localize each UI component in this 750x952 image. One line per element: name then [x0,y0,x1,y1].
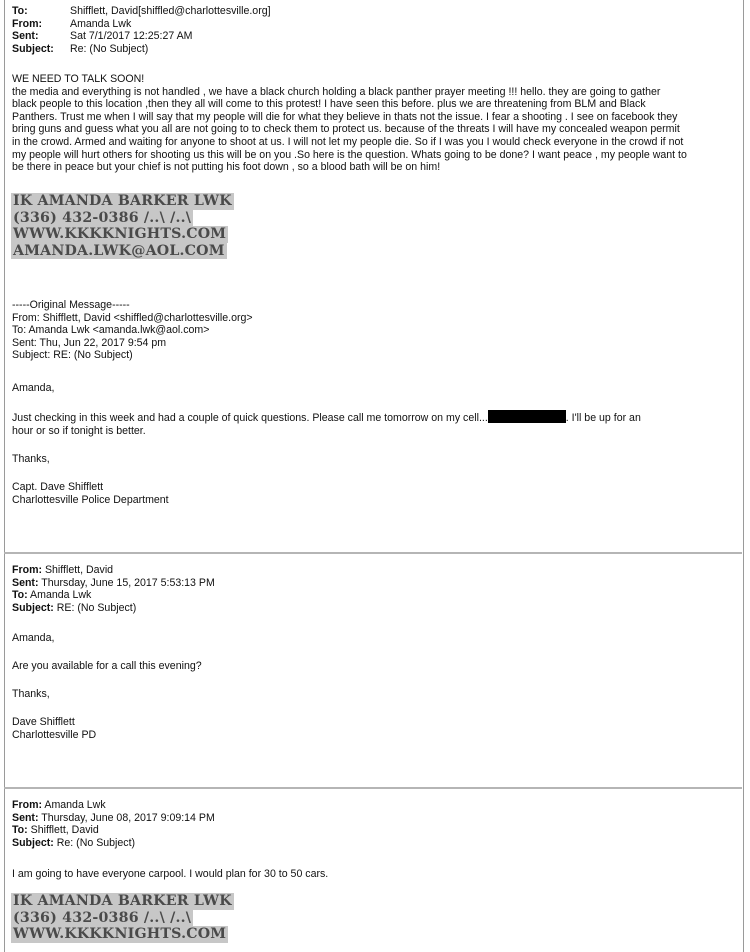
thanks-text: Thanks, [12,688,50,700]
email3-header [12,799,740,849]
email1-body-line: black people to this location ,then they all will come to this protest! I have seen this before. plus we are threatening from BLM and Black [12,98,646,111]
email3-signature [11,893,739,943]
original-to: To: Amanda Lwk <amanda.lwk@aol.com> [12,324,210,337]
original-greeting [12,382,740,395]
subject-value: RE: (No Subject) [56,601,137,614]
greeting-text: Amanda, [12,382,55,394]
message-separator [4,552,742,554]
greeting-text: Amanda, [12,632,55,644]
signature-line: IK AMANDA BARKER LWK [13,193,232,209]
original-body-text: Just checking in this week and had a couple of quick questions. Please call me tomorrow on my cell... [12,412,488,424]
sent-label: Sent: [12,30,39,42]
to-label: To: [12,5,28,17]
email2-signature [12,716,740,741]
original-from: From: Shifflett, David <shiffled@charlottesville.org> [12,311,253,324]
email1-body-line: my people will hurt others for shooting us this will be on you .So here is the question. Whats going to be done? I want peace , my people want to [12,148,687,161]
from-label: From: [12,564,43,576]
to-label: To: [12,589,28,602]
subject-label: Subject: [12,42,54,55]
signature-org: Charlottesville Police Department [12,493,169,506]
to-value: Shifflett, David [30,824,99,837]
original-message-marker: -----Original Message----- [12,299,130,311]
body-text: I am going to have everyone carpool. I would plan for 30 to 50 cars. [12,868,329,880]
sent-label: Sent: [12,576,39,589]
email1-body-line: in the crowd. Armed and waiting for anyone to shoot at us. I will not let my people die. So if I was you I would check everyone in the crowd if not [12,135,684,148]
original-body [12,410,740,437]
email2-body [12,660,740,673]
subject-value: Re: (No Subject) [70,42,149,55]
signature-org: Charlottesville PD [12,728,97,741]
email1-body-line: be there in peace but your chief is not putting his foot down , so a blood bath will be on him! [12,161,441,174]
to-label: To: [12,824,28,837]
signature-name: Dave Shifflett [12,716,75,728]
from-value: Amanda Lwk [44,799,106,811]
signature-line: (336) 432-0386 /..\ /..\ [13,909,192,926]
email1-body-line: Panthers. Trust me when I will say that my people will die for what they believe in thats not the issue. I fear a shooting . I see on facebook they [12,110,678,123]
email1-body [12,73,740,174]
from-value: Shifflett, David [44,564,114,576]
email1-signature [11,193,739,259]
signature-line: WWW.KKKKNIGHTS.COM [13,226,227,242]
email1-header [12,5,740,55]
body-text: Are you available for a call this evening? [12,660,202,672]
sent-value: Sat 7/1/2017 12:25:27 AM [70,30,193,42]
email1-body-line: bring guns and guess what you all are not going to to check them to protect us. because of the threats I will have my concealed weapon permit [12,123,680,136]
original-body-text: . I'll be up for an [565,412,641,424]
to-value: Shifflett, David[shiffled@charlottesville.org] [70,5,271,17]
sent-value: Thursday, June 15, 2017 5:53:13 PM [41,576,215,589]
original-thanks [12,453,740,466]
email2-greeting [12,632,740,645]
redaction-bar [488,410,566,423]
sent-label: Sent: [12,811,39,824]
email1-body-line: the media and everything is not handled , we have a black church holding a black panther prayer meeting !!! hello. they are going to gather [12,85,661,98]
original-signature [12,481,740,506]
subject-label: Subject: [12,836,54,849]
email3-body [12,868,740,881]
subject-label: Subject: [12,601,54,614]
signature-line: WWW.KKKKNIGHTS.COM [13,926,227,942]
from-label: From: [12,799,43,811]
thanks-text: Thanks, [12,453,50,465]
from-value: Amanda Lwk [70,17,132,30]
message-separator [4,787,742,789]
sent-value: Thursday, June 08, 2017 9:09:14 PM [41,811,215,824]
email1-headline: WE NEED TO TALK SOON! [12,73,145,85]
original-body-text: hour or so if tonight is better. [12,424,146,437]
to-value: Amanda Lwk [30,589,92,602]
email2-thanks [12,688,740,701]
email2-header [12,564,740,614]
original-subject: Subject: RE: (No Subject) [12,349,133,362]
signature-line: (336) 432-0386 /..\ /..\ [13,209,192,226]
signature-name: Capt. Dave Shifflett [12,481,104,493]
signature-line: IK AMANDA BARKER LWK [13,893,232,909]
original-message [12,299,740,362]
original-sent: Sent: Thu, Jun 22, 2017 9:54 pm [12,336,167,349]
from-label: From: [12,17,43,30]
subject-value: Re: (No Subject) [56,836,136,849]
signature-line: AMANDA.LWK@AOL.COM [13,242,225,259]
